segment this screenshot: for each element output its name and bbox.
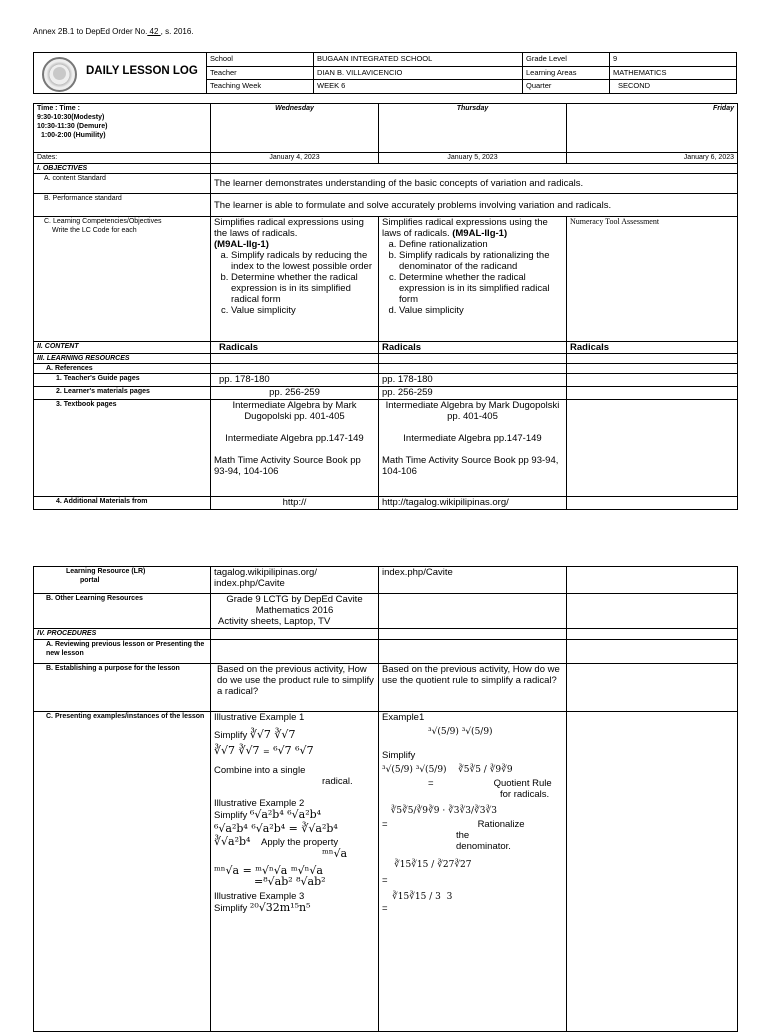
teacher-value: DIAN B. VILLAVICENCIO	[314, 66, 523, 80]
lr-wednesday: tagalog.wikipilipinas.org/ index.php/Cavite	[211, 567, 379, 594]
competencies-wednesday: Simplifies radical expressions using the laws of radicals. (M9AL-IIg-1) a. Simplify radicals by reducing the index to the lowest possible order b. Determine whether the radical expression is in its simplified radical form c. Value simplicity	[211, 217, 379, 342]
math-expression: ∛15∛15 / ∛27∛27	[394, 860, 472, 870]
content-standard-label: A. content Standard	[34, 174, 211, 194]
purpose-label: B. Establishing a purpose for the lesson	[34, 664, 211, 712]
math-expression: ⁶√a²b⁴ ⁶√a²b⁴ = ∛√a²b⁴	[214, 822, 338, 835]
area-value: MATHEMATICS	[610, 66, 737, 80]
content-thursday: Radicals	[379, 342, 567, 354]
math-expression: ⁶√a²b⁴ ⁶√a²b⁴	[249, 808, 322, 821]
other-resources-wednesday: Grade 9 LCTG by DepEd Cavite Mathematics 2016 Activity sheets, Laptop, TV	[211, 594, 379, 629]
procedures-heading: IV. PROCEDURES	[34, 629, 211, 640]
title-cell	[34, 53, 207, 94]
date-wednesday: January 4, 2023	[211, 153, 379, 164]
teacher-label: Teacher	[207, 66, 314, 80]
dates-label: Dates:	[34, 153, 211, 164]
grade-value: 9	[610, 53, 737, 67]
example2-heading: Illustrative Example 2	[214, 798, 305, 809]
examples-thursday: Example1 ³√(5/9) ³√(5/9) Simplify ³√(5/9) ³√(5/9) ∛5∛5 / ∛9∛9 = Quotient Rule for radicals. ∛5∛5/∛9∛9 · ∛3∛3/∛3∛3 = Rationalize the denominator. ∛15∛15 / ∛27∛27 = ∛15∛15 / 3 3 =	[379, 712, 567, 1032]
additional-thursday: http://tagalog.wikipilipinas.org/	[379, 497, 567, 510]
competencies-friday: Numeracy Tool Assessment	[567, 217, 738, 342]
page-title: DAILY LESSON LOG	[86, 65, 198, 77]
math-expression: ²⁰√32m¹⁵n⁵	[249, 901, 311, 914]
math-expression: ᵐⁿ√a = ᵐ√ⁿ√a ᵐ√ⁿ√a	[214, 864, 323, 877]
performance-standard-label: B. Performance standard	[34, 194, 211, 217]
references-label: A. References	[34, 364, 211, 374]
math-expression: ᵐⁿ√a	[322, 847, 348, 860]
examples-wednesday: Illustrative Example 1 Simplify ∛√7 ∛√7 ∛√7 ∛√7 = ⁶√7 ⁶√7 Combine into a single radical. Illustrative Example 2 Simplify ⁶√a²b⁴ ⁶√a²b⁴ ⁶√a²b⁴ ⁶√a²b⁴ = ∛√a²b⁴ ∛√a²b⁴ Apply the property ᵐⁿ√a ᵐⁿ√a = ᵐ√ⁿ√a ᵐ√ⁿ√a =⁸√ab² ⁸√ab² Illustrative Example 3 Simplify ²⁰√32m¹⁵n⁵	[211, 712, 379, 1032]
tg-wednesday: pp. 178-180	[211, 374, 379, 387]
math-expression: ∛√a²b⁴	[214, 835, 251, 848]
purpose-wednesday: Based on the previous activity, How do we use the product rule to simplify a radical?	[211, 664, 379, 712]
additional-materials-label: 4. Additional Materials from	[34, 497, 211, 510]
day-thursday: Thursday	[379, 104, 567, 153]
lr-thursday: index.php/Cavite	[379, 567, 567, 594]
math-expression: ∛15∛15 / 3 3	[392, 892, 453, 902]
deped-seal-logo	[42, 57, 77, 92]
lm-wednesday: pp. 256-259	[211, 387, 379, 400]
time-cell: Time : Time : 9:30-10:30(Modesty) 10:30-11:30 (Demure) 1:00-2:00 (Humility)	[34, 104, 211, 153]
day-friday: Friday	[567, 104, 738, 153]
grade-label: Grade Level	[523, 53, 610, 67]
lr-portal-label: Learning Resource (LR) portal	[34, 567, 211, 594]
math-expression: ∛√7 ∛√7 = ⁶√7 ⁶√7	[214, 744, 314, 757]
review-label: A. Reviewing previous lesson or Presenting the new lesson	[34, 640, 211, 664]
math-expression: ∛√7 ∛√7	[249, 728, 296, 741]
lm-label: 2. Learner's materials pages	[34, 387, 211, 400]
example1-heading: Illustrative Example 1	[214, 712, 305, 723]
quarter-value: SECOND	[610, 80, 737, 94]
objectives-heading: I. OBJECTIVES	[34, 164, 211, 174]
competencies-thursday: Simplifies radical expressions using the laws of radicals. (M9AL-IIg-1) a. Define rationalization b. Simplify radicals by rationalizing the denominator of the radicand c. Determine whether the radical expression is in its simplified radical form d. Value simplicity	[379, 217, 567, 342]
school-value: BUGAAN INTEGRATED SCHOOL	[314, 53, 523, 67]
tg-thursday: pp. 178-180	[379, 374, 567, 387]
date-thursday: January 5, 2023	[379, 153, 567, 164]
header-table	[33, 52, 737, 94]
week-value: WEEK 6	[314, 80, 523, 94]
performance-standard-value: The learner is able to formulate and solve accurately problems involving variation and radicals.	[211, 194, 738, 217]
resources-heading: III. LEARNING RESOURCES	[34, 354, 211, 364]
lesson-log-table-page2	[33, 566, 738, 1032]
textbook-label: 3. Textbook pages	[34, 400, 211, 497]
quarter-label: Quarter	[523, 80, 610, 94]
school-label: School	[207, 53, 314, 67]
math-expression: ³√(5/9) ³√(5/9)	[428, 727, 493, 737]
day-wednesday: Wednesday	[211, 104, 379, 153]
example1-heading: Example1	[382, 712, 425, 723]
content-wednesday: Radicals	[211, 342, 379, 354]
math-expression: ∛5∛5/∛9∛9 · ∛3∛3/∛3∛3	[382, 806, 497, 816]
content-heading: II. CONTENT	[34, 342, 211, 354]
math-expression: ³√(5/9) ³√(5/9) ∛5∛5 / ∛9∛9	[382, 765, 513, 775]
area-label: Learning Areas	[523, 66, 610, 80]
tg-label: 1. Teacher's Guide pages	[34, 374, 211, 387]
textbook-wednesday: Intermediate Algebra by Mark Dugopolski pp. 401-405 Intermediate Algebra pp.147-149 Math Time Activity Source Book pp 93-94, 104-106	[211, 400, 379, 497]
lm-thursday: pp. 256-259	[379, 387, 567, 400]
competencies-label: C. Learning Competencies/Objectives Write the LC Code for each	[34, 217, 211, 342]
additional-wednesday: http://	[211, 497, 379, 510]
date-friday: January 6, 2023	[567, 153, 738, 164]
content-standard-value: The learner demonstrates understanding of the basic concepts of variation and radicals.	[211, 174, 738, 194]
presenting-label: C. Presenting examples/instances of the lesson	[34, 712, 211, 1032]
content-friday: Radicals	[567, 342, 738, 354]
lesson-log-table	[33, 103, 738, 510]
example3-heading: Illustrative Example 3	[214, 891, 305, 902]
annex-reference: Annex 2B.1 to DepEd Order No. 42 , s. 2016.	[33, 27, 194, 36]
textbook-thursday: Intermediate Algebra by Mark Dugopolski pp. 401-405 Intermediate Algebra pp.147-149 Math Time Activity Source Book pp 93-94, 104-106	[379, 400, 567, 497]
purpose-thursday: Based on the previous activity, How do we use the quotient rule to simplify a radical?	[379, 664, 567, 712]
week-label: Teaching Week	[207, 80, 314, 94]
math-expression: =⁸√ab² ⁸√ab²	[254, 875, 326, 888]
other-resources-label: B. Other Learning Resources	[34, 594, 211, 629]
